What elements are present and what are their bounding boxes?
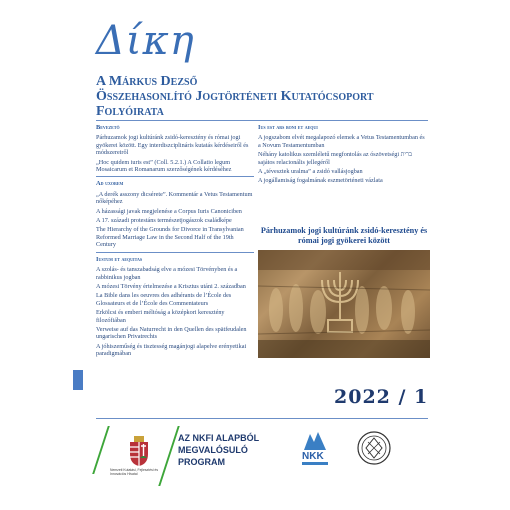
hungarian-coat-of-arms-icon — [128, 436, 150, 466]
journal-subtitle — [96, 74, 426, 119]
toc-item: Verweise auf das Naturrecht in den Quellen des spätfeudalen ungarischen Privatrechts — [96, 325, 247, 341]
section-rule — [96, 176, 254, 177]
nkfi-line: PROGRAM — [178, 457, 225, 467]
toc-item: „Hoc quidem iuris est” (Coll. 5.2.1.) A Collatio legum Mosaicarum et Romanarum szerzőségének kérdéséhez — [96, 158, 232, 174]
journal-title: Δίκη — [96, 18, 195, 64]
toc-item: A mózesi Törvény értelmezése a Krisztus utáni 2. században — [96, 282, 246, 290]
toc-item: Erkölcsi és emberi méltóság a középkori keresztény filozófiában — [96, 309, 225, 324]
toc-item: A „tévesztek uralma” a zsidó vallásjogban — [258, 168, 363, 176]
journal-line: Összehasonlító Jogtörténeti Kutatócsoport — [96, 89, 374, 104]
blue-accent-bar — [73, 370, 83, 390]
round-seal-icon — [356, 430, 392, 466]
toc-right-column — [258, 124, 428, 187]
toc-item: A jóhiszeműség és tisztesség magánjogi alapelve erényetikai paradigmában — [96, 342, 247, 358]
emblem-caption: Nemzeti Kutatási, Fejlesztési és Innovációs Hivatal — [110, 468, 159, 476]
svg-text:NKK: NKK — [302, 451, 324, 462]
section-heading: Bevezető — [96, 124, 120, 131]
toc-item: The Hierarchy of the Grounds for Divorce in Transylvanian Reformed Marriage Law in the Second Half of the 19th Century — [96, 226, 244, 249]
section-heading: Iustum et aequitas — [96, 255, 143, 263]
header-rule — [96, 120, 428, 121]
toc-item: A jogszabom elvét megalapozó elemek a Vetus Testamentumban és a Novum Testamentumban — [258, 134, 425, 149]
footer-rule — [96, 418, 428, 419]
toc-item: La Bible dans les oeuvres des adhérants de l’École des Glossateurs et de l’École des Commentateurs — [96, 292, 232, 307]
toc-item: Párhuzamok jogi kultúránk zsidó-keresztény és római jogi gyökerei között. Egy interdiszciplináris kutatás kérdéseiről és módszereiről — [96, 134, 249, 157]
journal-line: A Márkus Dezső — [96, 74, 198, 89]
issue-number: 2022 / 1 — [334, 386, 429, 408]
toc-item: A 17. századi protestáns természetjogászok családképe — [96, 217, 232, 225]
issue-theme-title: Párhuzamok jogi kultúránk zsidó-keresztény és római jogi gyökerei között — [260, 226, 428, 245]
arch-of-titus-relief-image — [258, 250, 430, 358]
section-heading: Ad uxorem — [96, 180, 124, 188]
nkfi-program-label — [178, 432, 259, 468]
nkfi-line: MEGVALÓSULÓ — [178, 445, 248, 455]
journal-line: Folyóirata — [96, 104, 164, 119]
nkfi-line: AZ NKFI ALAPBÓL — [178, 433, 260, 443]
nkk-logo-icon — [298, 428, 332, 468]
toc-item: A házassági javak megjelenése a Corpus Iuris Canoniciben — [96, 207, 242, 215]
section-rule — [96, 252, 254, 253]
toc-item: „A derék asszony dicsérete”. Kommentár a Vetus Testamentum nőképéhez — [96, 190, 253, 206]
section-heading: Ius est ars boni et aequi — [258, 124, 318, 131]
toc-item: Néhány katolikus szemléletű megfontolás az ószövetségi ברית sajátos relacionális jellegéről — [258, 151, 413, 166]
toc-left-column — [96, 124, 254, 360]
toc-item: A jogállamiság fogalmának eszmetörténeti vázlata — [258, 177, 383, 185]
toc-item: A szolás- és tanszabadság elve a mózesi Törvényben és a rabbinikus jogban — [96, 266, 238, 281]
